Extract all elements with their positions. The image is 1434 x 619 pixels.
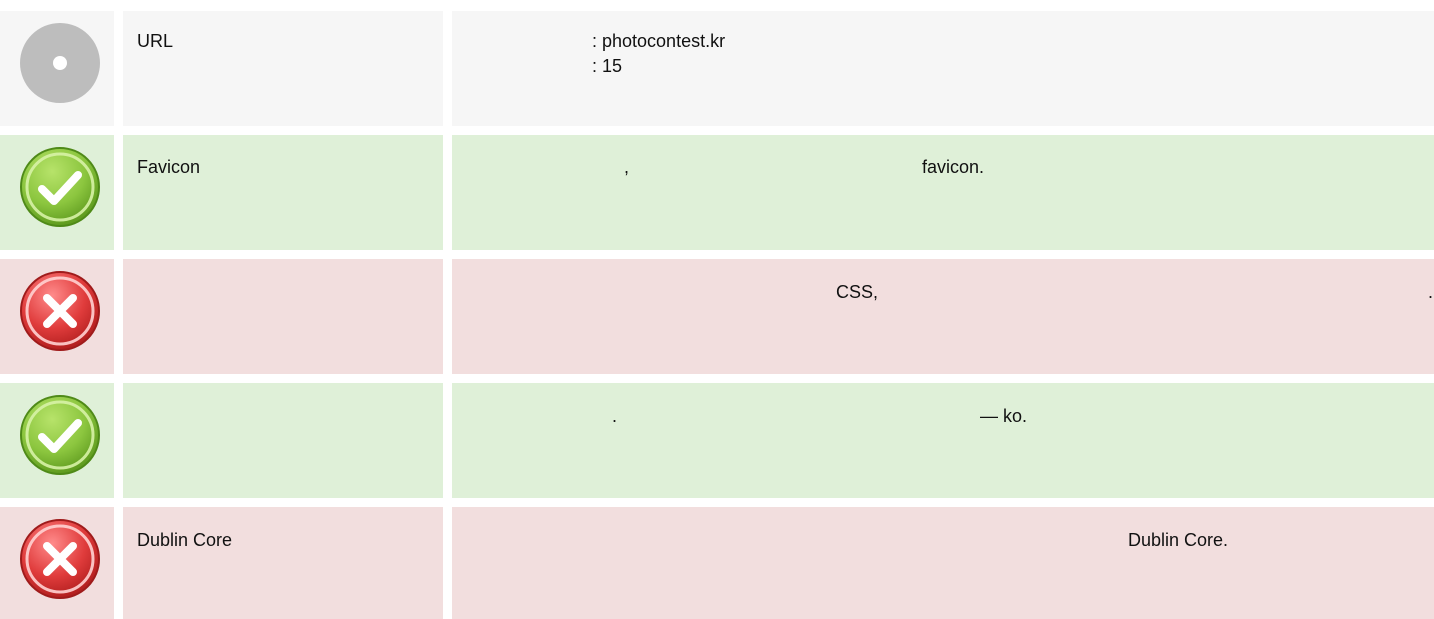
row-url-value-line-1: : photocontest.kr — [592, 31, 726, 51]
row-favicon-label-cell — [123, 135, 443, 250]
row-dublin-core-label: Dublin Core — [137, 530, 233, 550]
row-url-value-line-2: : 15 — [592, 56, 623, 76]
check-icon — [20, 147, 100, 227]
x-icon — [20, 519, 100, 599]
row-favicon-value-part-1: , — [624, 157, 630, 177]
row-dublin-core-value: Dublin Core. — [1128, 530, 1229, 550]
row-language-value-part-2: — ko. — [980, 406, 1028, 426]
row-favicon-value-part-2: favicon. — [922, 157, 985, 177]
check-icon — [20, 395, 100, 475]
row-css-value-part-1: CSS, — [836, 282, 879, 302]
row-language-value-part-1: . — [612, 406, 618, 426]
x-icon — [20, 271, 100, 351]
row-css-value-cell — [452, 259, 1434, 374]
row-url-label-cell — [123, 11, 443, 126]
row-language-value-cell — [452, 383, 1434, 498]
row-dublin-core-value-cell — [452, 507, 1434, 619]
row-favicon-value-cell — [452, 135, 1434, 250]
row-favicon-label: Favicon — [137, 157, 201, 177]
row-css-value-part-2: . — [1428, 282, 1434, 302]
row-url-label: URL — [137, 31, 174, 51]
row-css-label-cell — [123, 259, 443, 374]
circle-dot-icon — [20, 23, 100, 103]
row-language-label-cell — [123, 383, 443, 498]
row-dublin-core-label-cell — [123, 507, 443, 619]
